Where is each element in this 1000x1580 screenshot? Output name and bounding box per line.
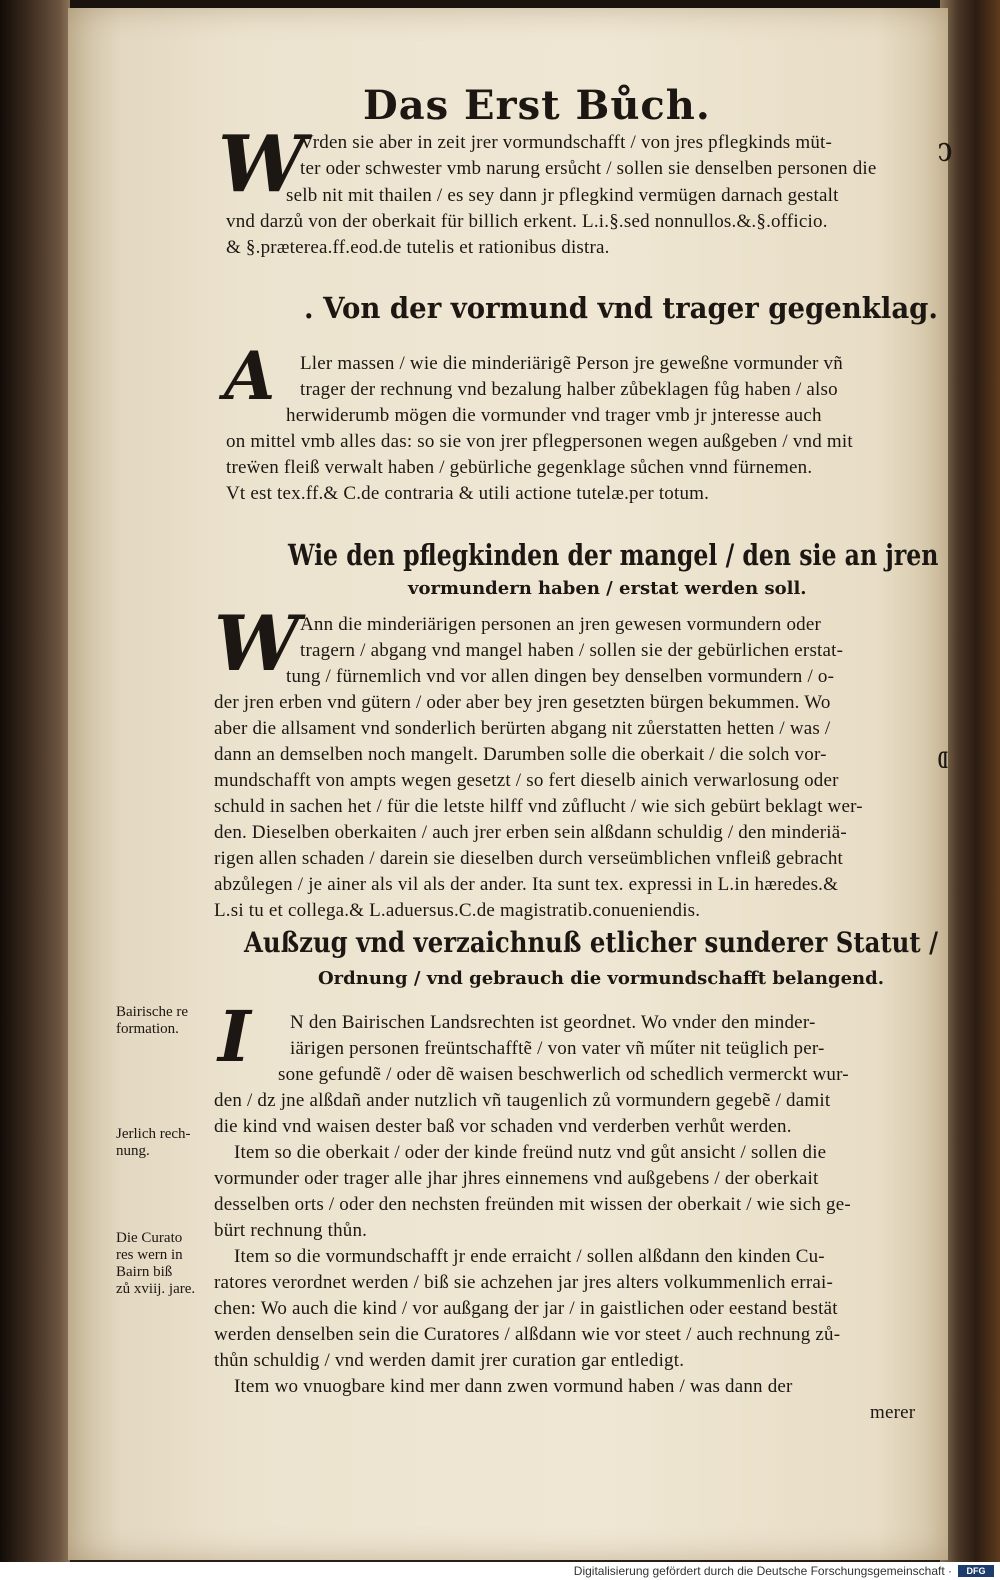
section4-subheading: Ordnung / vnd gebrauch die vormundschafft belangend.: [318, 968, 884, 989]
section3-line: Ann die minderiärigen personen an jren gewesen vormundern oder: [300, 614, 822, 635]
section4-line: chen: Wo auch die kind / vor außgang der jar / in gaistlichen oder eestand bestät: [214, 1298, 838, 1319]
section4-line: thůn schuldig / vnd werden damit jrer curation gar entledigt.: [214, 1350, 685, 1371]
section3-line: mundschafft von ampts wegen gesetzt / so fert dieselb ainich verwarlosung oder: [214, 770, 839, 791]
section4-heading: Außzug vnd verzaichnuß etlicher sunderer Statut /: [244, 926, 939, 959]
section4-line: den / dz jne alßdañ ander nutzlich vñ taugenlich zů vormundern gegebẽ / damit: [214, 1090, 831, 1111]
section3-line: der jren erben vnd gütern / oder aber bey jren gesetzten bürgen bekummen. Wo: [214, 692, 831, 713]
margin-note: Bairische re: [116, 1004, 189, 1020]
section4-line: N den Bairischen Landsrechten ist geordnet. Wo vnder den minder-: [290, 1012, 816, 1033]
margin-note: formation.: [116, 1021, 179, 1037]
margin-letter-c: C: [937, 138, 952, 167]
section2-line: trager der rechnung vnd bezalung halber zůbeklagen fůg haben / also: [300, 379, 838, 400]
section4-line: Item wo vnuogbare kind mer dann zwen vormund haben / was dann der: [234, 1376, 793, 1397]
section3-line: aber die allsament vnd sonderlich berürten abgang nit zůerstatten hetten / was /: [214, 718, 831, 739]
drop-initial-a: A: [224, 337, 276, 415]
funding-notice: Digitalisierung gefördert durch die Deutsche Forschungsgemeinschaft ·: [573, 1564, 952, 1578]
section4-line: ratores verordnet werden / biß sie achzehen jar jres alters volkummenlich errai-: [214, 1272, 833, 1293]
margin-note: res wern in: [116, 1247, 183, 1263]
section4-line: werden denselben sein die Curatores / alßdann wie vor steet / auch rechnung zů-: [214, 1324, 841, 1345]
drop-initial-i: I: [218, 995, 251, 1078]
running-head: Das Erst Bůch.: [363, 82, 711, 129]
section2-line: Ller massen / wie die minderiärigẽ Person jre geweßne vormunder vñ: [300, 353, 843, 374]
section3-line: rigen allen schaden / darein sie dieselben durch verseümblichen vnfleiß gebracht: [214, 848, 844, 869]
section4-line: Item so die vormundschafft jr ende erraicht / sollen alßdann den kinden Cu-: [234, 1246, 825, 1267]
section1-line: selb nit mit thailen / es sey dann jr pflegkind vermügen darnach gestalt: [286, 185, 839, 206]
section1-line: ter oder schwester vmb narung ersůcht / sollen sie denselben personen die: [300, 158, 877, 179]
section2-line: Vt est tex.ff.& C.de contraria & utili actione tutelæ.per totum.: [226, 483, 710, 504]
margin-note: Jerlich rech-: [116, 1126, 191, 1142]
section4-line: Item so die oberkait / oder der kinde freünd nutz vnd gůt ansicht / sollen die: [234, 1142, 827, 1163]
book-binding-left: [0, 0, 70, 1562]
section3-line: den. Dieselben oberkaiten / auch jrer erben sein alßdann schuldig / den minderiä-: [214, 822, 847, 843]
section4-line: die kind vnd waisen dester baß vor schaden vnd verderben verhůt werden.: [214, 1116, 792, 1137]
section3-line: L.si tu et collega.& L.aduersus.C.de magistratib.conueniendis.: [214, 900, 701, 921]
section1-line: & §.præterea.ff.eod.de tutelis et rationibus distra.: [226, 237, 610, 258]
section4-line: sone gefundẽ / oder dẽ waisen beschwerlich od schedlich vermerckt wur-: [278, 1064, 849, 1085]
section4-line: desselben orts / oder den nechsten freünden mit wissen der oberkait / wie sich ge-: [214, 1194, 851, 1215]
drop-initial-w: W: [218, 119, 306, 210]
section2-heading: . Von der vormund vnd trager gegenklag.: [304, 291, 938, 325]
section1-line: vnd darzů von der oberkait für billich erkent. L.i.§.sed nonnullos.&.§.officio.: [226, 211, 828, 232]
margin-note: zů xviij. jare.: [116, 1281, 196, 1297]
section3-line: abzůlegen / je ainer als vil als der ander. Ita sunt tex. expressi in L.in hæredes.&: [214, 874, 839, 895]
margin-note: Bairn biß: [116, 1264, 173, 1280]
section2-line: herwiderumb mögen die vormunder vnd trager vmb jr jnteresse auch: [286, 405, 822, 426]
dfg-logo: DFG: [958, 1565, 994, 1577]
section3-line: dann an demselben noch mangelt. Darumben solle die oberkait / die solch vor-: [214, 744, 827, 765]
section3-heading: Wie den pflegkinden der mangel / den sie an jren: [288, 538, 939, 572]
book-page: [68, 8, 952, 1560]
margin-letter-d: D: [937, 748, 948, 774]
section1-line: Vrden sie aber in zeit jrer vormundschafft / von jres pflegkinds müt-: [300, 132, 833, 153]
section4-line: bürt rechnung thůn.: [214, 1220, 368, 1241]
section3-line: tragern / abgang vnd mangel haben / sollen sie der gebürlichen erstat-: [300, 640, 844, 661]
catchword: merer: [870, 1402, 916, 1423]
drop-initial-w2: W: [214, 599, 300, 688]
section2-line: on mittel vmb alles das: so sie von jrer pflegpersonen wegen außgeben / vnd mit: [226, 431, 853, 452]
footer-bar: [0, 1562, 1000, 1580]
book-edge-right: [937, 0, 1000, 1562]
section4-line: iärigen personen freüntschafftẽ / von vater vñ műter nit teüglich per-: [290, 1038, 825, 1059]
section2-line: treẅen fleiß verwalt haben / gebürliche gegenklage sůchen vnnd fürnemen.: [226, 457, 813, 478]
section3-line: schuld in sachen het / für die letste hilff vnd zůflucht / wie sich gebürt beklagt wer-: [214, 796, 863, 817]
section4-line: vormunder oder trager alle jhar jhres einnemens vnd außgebens / der oberkait: [214, 1168, 819, 1189]
margin-note: nung.: [116, 1143, 150, 1159]
margin-note: Die Curato: [116, 1230, 183, 1246]
section3-subheading: vormundern haben / erstat werden soll.: [408, 578, 807, 599]
section3-line: tung / fürnemlich vnd vor allen dingen bey denselben vormundern / o-: [286, 666, 835, 687]
